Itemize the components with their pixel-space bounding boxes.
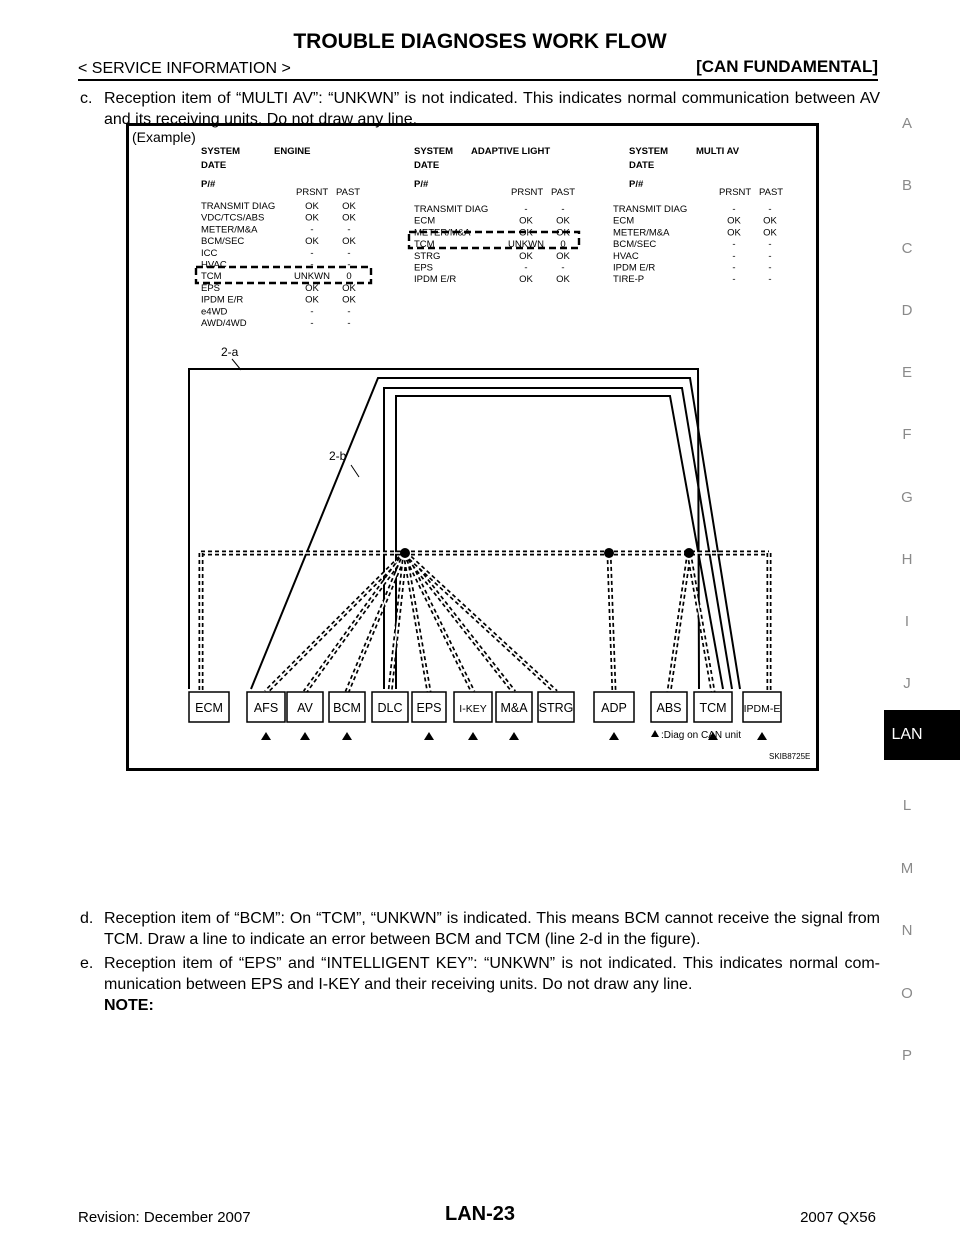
adaptive-system-label: SYSTEM — [414, 146, 454, 157]
unit-label: ECM — [195, 701, 223, 715]
multiav-row-name: METER/M&A — [613, 227, 670, 239]
line-2b-leader — [351, 465, 359, 477]
paragraph-d-label: d. — [80, 910, 94, 927]
engine-row-name: TCM — [201, 271, 222, 283]
multiav-row-past: OK — [763, 227, 777, 239]
engine-row-name: EPS — [201, 282, 221, 294]
adaptive-row-prsnt: - — [524, 204, 528, 215]
multiav-row-name: IPDM E/R — [613, 262, 656, 274]
engine-row-prsnt: OK — [305, 201, 319, 212]
adaptive-row-prsnt: UNKWN — [508, 239, 544, 251]
paragraph-e — [80, 953, 880, 1016]
engine-row-past: - — [347, 224, 351, 236]
multiav-row-prsnt: OK — [727, 227, 741, 239]
multiav-table — [613, 146, 783, 285]
multiav-row-prsnt: - — [732, 262, 736, 274]
adaptive-row-past: OK — [556, 227, 570, 239]
footer-page-number: LAN-23 — [444, 1203, 515, 1225]
side-index-letter[interactable]: O — [901, 985, 913, 1002]
adaptive-row-past: 0 — [560, 239, 566, 251]
adaptive-row-name: IPDM E/R — [414, 274, 457, 286]
bus-junction-dot — [684, 548, 694, 558]
adaptive-system-name: ADAPTIVE LIGHT — [471, 146, 551, 157]
paragraph-e-note: NOTE: — [104, 997, 154, 1014]
can-bus — [201, 548, 769, 692]
engine-row-prsnt: OK — [305, 282, 319, 294]
engine-row-past: - — [347, 247, 351, 259]
engine-row-name: IPDM E/R — [201, 294, 244, 306]
solid-loop-outer — [189, 369, 699, 689]
engine-past-header: PAST — [336, 187, 361, 198]
multiav-row-prsnt: - — [732, 274, 736, 286]
multiav-row-past: - — [768, 204, 772, 215]
adaptive-past-header: PAST — [551, 187, 576, 198]
engine-row-name: BCM/SEC — [201, 236, 245, 248]
engine-system-label: SYSTEM — [201, 146, 241, 157]
engine-row-name: VDC/TCS/ABS — [201, 212, 265, 224]
side-index-letter[interactable]: D — [901, 302, 913, 319]
header-rule — [78, 79, 878, 81]
adaptive-part-label: P/# — [414, 179, 429, 190]
adaptive-row-prsnt: OK — [519, 250, 533, 262]
multiav-row-name: TRANSMIT DIAG — [613, 204, 688, 215]
engine-row-past: OK — [342, 282, 356, 294]
adaptive-row-prsnt: - — [524, 262, 528, 274]
side-index-letter[interactable]: H — [901, 551, 913, 568]
engine-table — [196, 146, 371, 329]
adaptive-row-past: - — [561, 204, 565, 215]
engine-row-name: TRANSMIT DIAG — [201, 201, 276, 212]
engine-prsnt-header: PRSNT — [296, 187, 329, 198]
multiav-row-prsnt: - — [732, 250, 736, 262]
adaptive-date-label: DATE — [414, 160, 440, 171]
engine-row-prsnt: - — [310, 224, 314, 236]
multiav-system-name: MULTI AV — [696, 146, 740, 157]
unit-label: STRG — [538, 701, 574, 715]
multiav-row-name: HVAC — [613, 250, 639, 262]
engine-row-past: - — [347, 259, 351, 271]
side-index-letter[interactable]: P — [901, 1047, 912, 1064]
side-index-letter[interactable]: A — [901, 115, 912, 132]
multiav-row-past: - — [768, 250, 772, 262]
engine-row-prsnt: OK — [305, 294, 319, 306]
adaptive-row-prsnt: OK — [519, 274, 533, 286]
unit-label: DLC — [377, 701, 403, 715]
engine-system-name: ENGINE — [274, 146, 311, 157]
engine-row-name: AWD/4WD — [201, 318, 247, 329]
engine-row-past: OK — [342, 212, 356, 224]
engine-row-prsnt: - — [310, 306, 314, 318]
multiav-part-label: P/# — [629, 179, 644, 190]
multiav-row-prsnt: - — [732, 204, 736, 215]
page-title: TROUBLE DIAGNOSES WORK FLOW — [293, 30, 667, 53]
paragraph-c-text: Reception item of “MULTI AV”: “UNKWN” is not indicated. This indicates normal communication between AV and its receiving units. Do not draw any line. — [104, 90, 880, 128]
diag-triangle-icon — [261, 732, 271, 740]
engine-row-prsnt: - — [310, 318, 314, 329]
engine-row-prsnt: UNKWN — [294, 271, 330, 283]
adaptive-row-name: STRG — [414, 250, 441, 262]
side-index-active-tab[interactable] — [884, 710, 960, 760]
unit-boxes — [189, 692, 781, 722]
adaptive-row-past: OK — [556, 274, 570, 286]
multiav-row-past: - — [768, 262, 772, 274]
solid-line-afs-tcm — [251, 378, 740, 689]
engine-row-prsnt: OK — [305, 236, 319, 248]
engine-row-name: e4WD — [201, 306, 228, 318]
diag-triangle-icon — [342, 732, 352, 740]
diag-triangle-icon — [757, 732, 767, 740]
engine-row-name: ICC — [201, 247, 218, 259]
multiav-row-past: - — [768, 239, 772, 251]
adaptive-row-past: - — [561, 262, 565, 274]
side-index-letter[interactable]: F — [902, 426, 912, 443]
diag-triangle-icon — [609, 732, 619, 740]
adaptive-row-prsnt: OK — [519, 227, 533, 239]
side-index-letter[interactable]: L — [902, 797, 912, 814]
solid-lines — [189, 369, 740, 689]
engine-row-prsnt: - — [310, 247, 314, 259]
diag-triangle-icon — [468, 732, 478, 740]
side-index-letter[interactable]: G — [901, 489, 913, 506]
diag-triangle-icon — [300, 732, 310, 740]
side-index-letter[interactable]: I — [904, 613, 910, 630]
multiav-row-past: OK — [763, 215, 777, 227]
adaptive-row-past: OK — [556, 215, 570, 227]
unit-label: TCM — [699, 701, 727, 715]
solid-line-dlc-ipdm — [384, 388, 732, 689]
engine-row-past: - — [347, 306, 351, 318]
adaptive-prsnt-header: PRSNT — [511, 187, 544, 198]
example-label: (Example) — [132, 129, 196, 145]
engine-row-prsnt: - — [310, 259, 314, 271]
can-bus-core — [405, 553, 514, 692]
multiav-row-name: TIRE-P — [613, 274, 645, 286]
adaptive-row-name: METER/M&A — [414, 227, 471, 239]
multiav-system-label: SYSTEM — [629, 146, 669, 157]
engine-row-name: METER/M&A — [201, 224, 258, 236]
side-index-letter[interactable]: N — [901, 922, 913, 939]
unit-label: EPS — [416, 701, 442, 715]
adaptive-row-name: TCM — [414, 239, 435, 251]
side-index-letter[interactable]: E — [901, 364, 912, 381]
engine-row-name: HVAC — [201, 259, 227, 271]
multiav-date-label: DATE — [629, 160, 655, 171]
engine-part-label: P/# — [201, 179, 216, 190]
line-2b-label: 2-b — [329, 449, 347, 463]
paragraph-d — [80, 908, 880, 950]
unit-label: AV — [297, 701, 313, 715]
adaptive-row-name: EPS — [414, 262, 434, 274]
unit-label: ABS — [656, 701, 682, 715]
paragraph-e-text: Reception item of “EPS” and “INTELLIGENT KEY”: “UNKWN” is not indicated. This indicates normal com-munication between EPS and I-KEY and their receiving units. Do not draw any line. — [104, 955, 880, 993]
legend-text: :Diag on CAN unit — [661, 730, 742, 741]
unit-label: IPDM-E — [743, 703, 781, 715]
side-index-active-label: LAN — [891, 726, 923, 743]
can-bus-core — [609, 553, 614, 692]
can-diagram-figure — [126, 123, 819, 771]
adaptive-row-name: ECM — [414, 215, 436, 227]
figure-id: SKIB8725E — [769, 752, 811, 761]
adaptive-row-past: OK — [556, 250, 570, 262]
multiav-row-name: ECM — [613, 215, 635, 227]
line-2a-label: 2-a — [221, 345, 239, 359]
engine-row-past: - — [347, 318, 351, 329]
adaptive-table — [409, 146, 579, 285]
can-diagram-svg — [129, 126, 816, 768]
side-index-letter[interactable]: J — [903, 675, 911, 692]
paragraph-c-label: c. — [80, 90, 93, 107]
bus-junction-dot — [604, 548, 614, 558]
can-bus-core — [689, 553, 713, 692]
unit-label: ADP — [601, 701, 627, 715]
engine-row-prsnt: OK — [305, 212, 319, 224]
section-label: [CAN FUNDAMENTAL] — [696, 57, 878, 76]
multiav-row-past: - — [768, 274, 772, 286]
adaptive-row-prsnt: OK — [519, 215, 533, 227]
paragraph-e-label: e. — [80, 955, 94, 972]
engine-date-label: DATE — [201, 160, 227, 171]
side-index — [884, 0, 960, 1242]
side-index-letter[interactable]: M — [900, 860, 914, 877]
multiav-row-prsnt: OK — [727, 215, 741, 227]
adaptive-row-name: TRANSMIT DIAG — [414, 204, 489, 215]
diag-triangle-icon — [509, 732, 519, 740]
side-index-letter[interactable]: C — [901, 240, 913, 257]
multiav-past-header: PAST — [759, 187, 784, 198]
paragraph-d-text: Reception item of “BCM”: On “TCM”, “UNKWN” is indicated. This means BCM cannot receive the signal from TCM. Draw a line to indicate an error between BCM and TCM (line 2-d in the figure). — [104, 910, 880, 948]
multiav-row-name: BCM/SEC — [613, 239, 657, 251]
legend-triangle-icon — [651, 730, 659, 737]
multiav-row-prsnt: - — [732, 239, 736, 251]
unit-label: BCM — [333, 701, 361, 715]
unit-label: I-KEY — [459, 703, 487, 715]
bus-junction-dot — [400, 548, 410, 558]
unit-label: AFS — [253, 701, 279, 715]
multiav-prsnt-header: PRSNT — [719, 187, 752, 198]
breadcrumb: < SERVICE INFORMATION > — [78, 60, 291, 77]
engine-row-past: OK — [342, 236, 356, 248]
can-bus-core — [669, 553, 689, 692]
footer-revision: Revision: December 2007 — [78, 1209, 251, 1226]
diag-triangle-icon — [424, 732, 434, 740]
side-index-letter[interactable]: B — [901, 177, 912, 194]
engine-row-past: OK — [342, 294, 356, 306]
engine-row-past: OK — [342, 201, 356, 212]
footer-model: 2007 QX56 — [800, 1209, 876, 1226]
unit-label: M&A — [500, 701, 528, 715]
engine-row-past: 0 — [346, 271, 352, 283]
